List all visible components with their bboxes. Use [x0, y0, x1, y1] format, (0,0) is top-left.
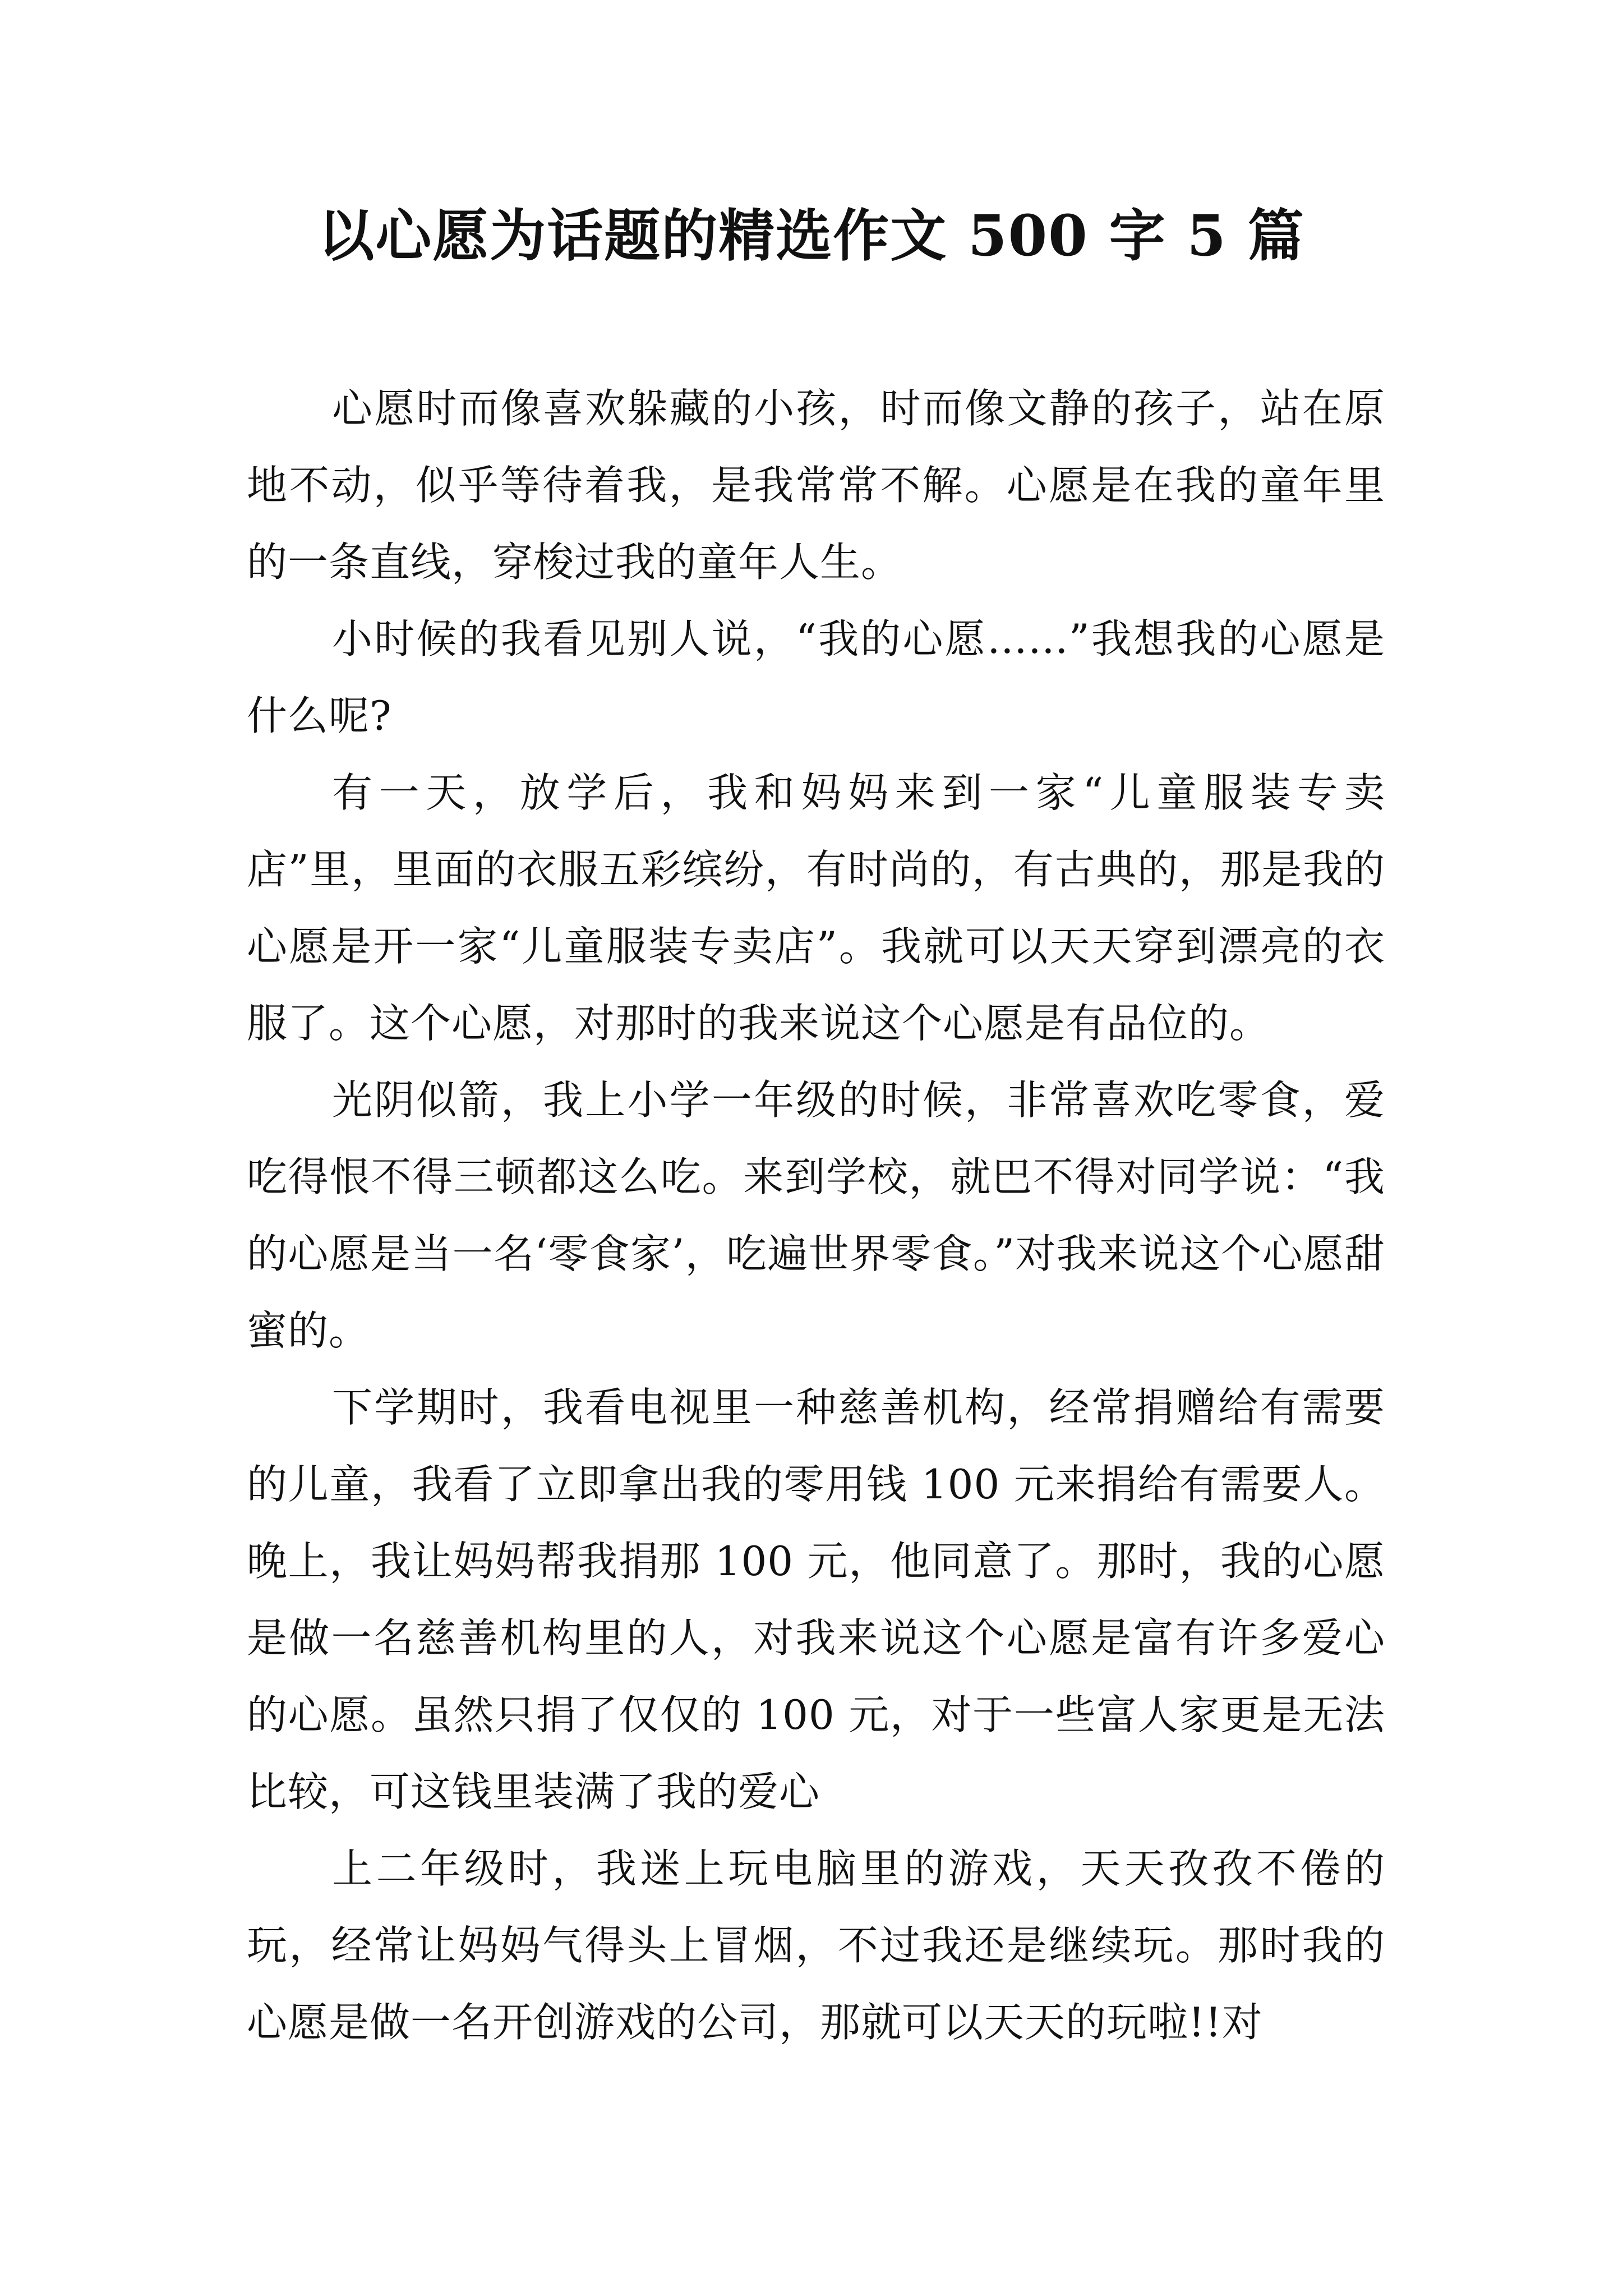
paragraph: 有一天，放学后，我和妈妈来到一家“儿童服装专卖店”里，里面的衣服五彩缤纷，有时尚的，有古典的，那是我的心愿是开一家“儿童服装专卖店”。我就可以天天穿到漂亮的衣服了。这个心愿，对那时的我来说这个心愿是有品位的。	[247, 769, 1385, 1047]
paragraph: 光阴似箭，我上小学一年级的时候，非常喜欢吃零食，爱吃得恨不得三顿都这么吃。来到学校，就巴不得对同学说：“我的心愿是当一名‘零食家’，吃遍世界零食。”对我来说这个心愿甜蜜的。	[247, 1076, 1385, 1354]
paragraph: 上二年级时，我迷上玩电脑里的游戏，天天孜孜不倦的玩，经常让妈妈气得头上冒烟，不过我还是继续玩。那时我的心愿是做一名开创游戏的公司，那就可以天天的玩啦!!对	[247, 1845, 1385, 2046]
document-body	[247, 370, 1385, 2061]
paragraph: 下学期时，我看电视里一种慈善机构，经常捐赠给有需要的儿童，我看了立即拿出我的零用钱 100 元来捐给有需要人。晚上，我让妈妈帮我捐那 100 元，他同意了。那时，我的心愿是做一名慈善机构里的人，对我来说这个心愿是富有许多爱心的心愿。虽然只捐了仅仅的 100 元，对于一些富人家更是无法比较，可这钱里装满了我的爱心	[247, 1384, 1385, 1815]
paragraph: 小时候的我看见别人说，“我的心愿……”我想我的心愿是什么呢?	[247, 615, 1385, 739]
paragraph: 心愿时而像喜欢躲藏的小孩，时而像文静的孩子，站在原地不动，似乎等待着我，是我常常不解。心愿是在我的童年里的一条直线，穿梭过我的童年人生。	[247, 385, 1385, 586]
document-title: 以心愿为话题的精选作文 500 字 5 篇	[318, 203, 1305, 269]
